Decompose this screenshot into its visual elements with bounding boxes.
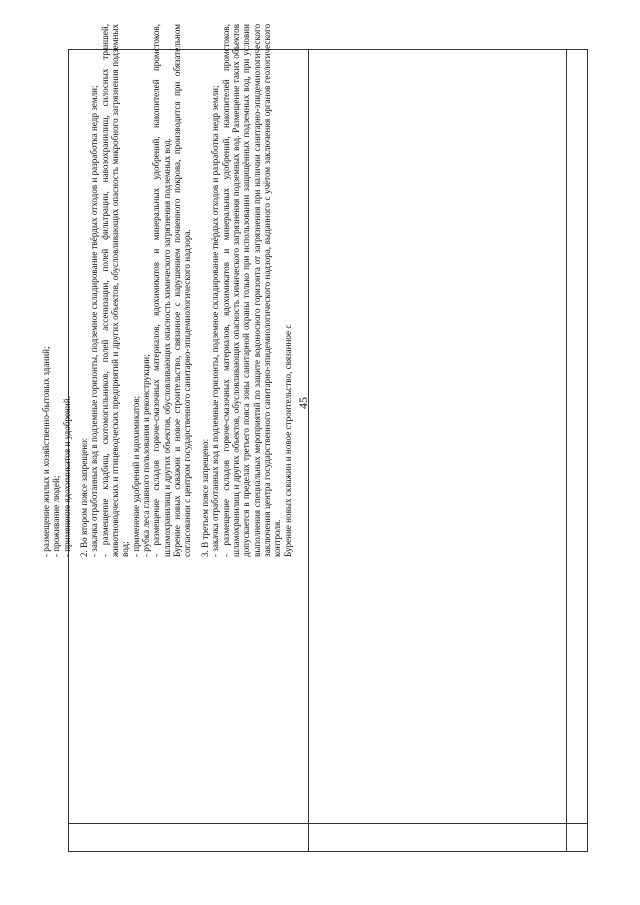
list-item: - размещение кладбищ, скотомогильников, полей ассенизации, полей фильтрации, навозохранилищ, силосных траншей, животноводческих и птицеводческих предприятий и других объектов, обусловливающих опасность микробного загрязнения подземных вод; bbox=[99, 24, 131, 557]
page-number: 45 bbox=[296, 397, 310, 409]
list-item: - применение ядохимикатов и удобрений. bbox=[61, 396, 72, 557]
paragraph: Бурение новых скважин и новое строительство, связанное с нарушением почвенного покрова, производится при обязательном согласовании с центром государственного санитарно-эпидемиологического надзора. bbox=[172, 24, 193, 557]
section-title: 3. В третьем поясе запрещено: bbox=[199, 438, 210, 557]
list-item: - закачка отработанных вод в подземные горизонты, подземное складирование твёрдых отходов и разработка недр земли; bbox=[210, 85, 221, 557]
list-item: - закачка отработанных вод в подземные горизонты, подземное складирование твёрдых отходов и разработка недр земли; bbox=[89, 85, 100, 557]
list-item: - применение удобрений и ядохимикатов; bbox=[130, 395, 141, 557]
list-item: - рубка леса главного пользования и реконструкции; bbox=[141, 354, 152, 557]
list-item: - размещение складов горюче-смазочных материалов, ядохимикатов и минеральных удобрений, накопителей промстоков, шламохранилищ и других объектов, обусловливающих опасность химического загрязнения подземных вод. bbox=[151, 24, 172, 557]
list-item: - размещение складов горюче-смазочных материалов, ядохимикатов и минеральных удобрений, накопителей промстоков, шламохранилищ и других объектов, обусловливающих опасность химического загрязнения подземных вод. Размещение таких объектов допускается в пределах третьего пояса зоны санитарной охраны только при использовании защищённых подземных вод, при условии выполнения специальных мероприятий по защите водоносного горизонта от загрязнения при наличии санитарно-эпидемиологического заключения центра государственного санитарно-эпидемиологического надзора, выданного с учётом заключения органов геологического контроля. bbox=[220, 24, 283, 557]
column-divider-left bbox=[566, 50, 567, 851]
paragraph: Бурение новых скважин и новое строительство, связанное с bbox=[282, 324, 293, 557]
list-item: - проживание людей; bbox=[51, 475, 62, 557]
section-title: 2. Во втором поясе запрещено: bbox=[79, 437, 90, 557]
previous-zone-list bbox=[41, 24, 72, 557]
zone-2-section bbox=[79, 24, 193, 557]
row-divider bbox=[69, 823, 587, 824]
zone-3-section bbox=[200, 24, 293, 557]
restrictions-text-cell bbox=[41, 24, 531, 557]
list-item: - размещение жилых и хозяйственно-бытовых зданий; bbox=[41, 346, 51, 557]
